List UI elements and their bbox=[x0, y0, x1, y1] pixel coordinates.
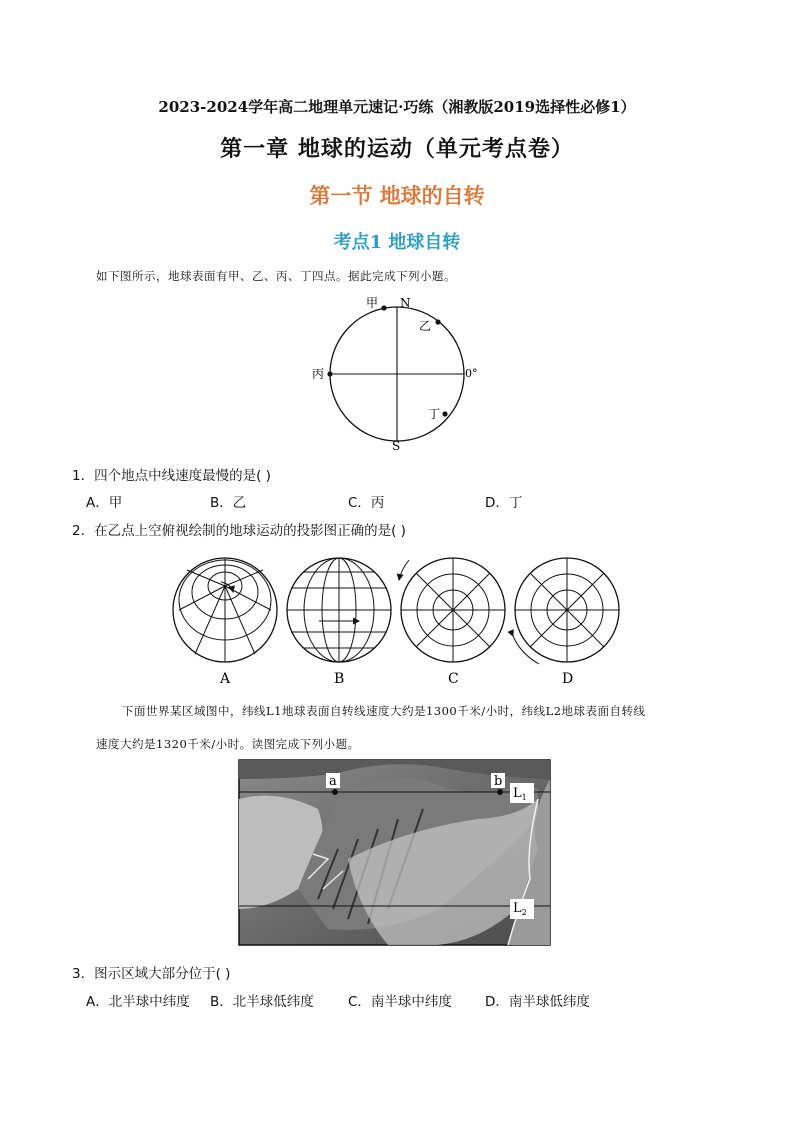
chapter-title: 第一章 地球的运动（单元考点卷） bbox=[220, 136, 574, 162]
map-label-l1: $L_1$ bbox=[513, 786, 527, 802]
point-yi bbox=[435, 319, 440, 324]
point-b bbox=[497, 789, 503, 795]
figure-label-b: B bbox=[334, 671, 345, 687]
projection-options-figure bbox=[165, 548, 625, 690]
point-jia bbox=[381, 305, 386, 310]
label-n: N bbox=[400, 296, 411, 310]
intro-text: 如下图所示，地球表面有甲、乙、丙、丁四点。据此完成下列小题。 bbox=[96, 269, 456, 283]
question-3-stem: 3．图示区域大部分位于( ) bbox=[72, 966, 231, 982]
document-subtitle: 2023-2024学年高二地理单元速记·巧练（湘教版2019选择性必修1） bbox=[158, 98, 636, 116]
label-zero-degree: 0° bbox=[465, 367, 478, 380]
topic-title: 考点1 地球自转 bbox=[333, 232, 461, 253]
point-ding bbox=[442, 411, 447, 416]
option-d-globe bbox=[513, 558, 619, 664]
point-bing bbox=[327, 371, 332, 376]
question-1-stem: 1．四个地点中线速度最慢的是( ) bbox=[72, 468, 271, 484]
option-b-globe bbox=[287, 558, 391, 662]
paragraph-line-1: 下面世界某区域图中，纬线L1地球表面自转线速度大约是1300千米/小时，纬线L2地球表面自转线 bbox=[122, 704, 646, 718]
section-title: 第一节 地球的自转 bbox=[309, 183, 485, 208]
question-2-stem: 2．在乙点上空俯视绘制的地球运动的投影图正确的是( ) bbox=[72, 523, 406, 539]
point-a bbox=[332, 789, 338, 795]
earth-points-figure bbox=[300, 290, 500, 455]
paragraph-line-2: 速度大约是1320千米/小时。读图完成下列小题。 bbox=[96, 737, 360, 751]
q3-option-d[interactable]: D．南半球低纬度 bbox=[485, 994, 590, 1010]
option-a-globe bbox=[173, 558, 277, 662]
q1-option-b[interactable]: B．乙 bbox=[210, 495, 247, 511]
map-label-l2: $L_2$ bbox=[513, 901, 527, 917]
figure-label-c: C bbox=[448, 671, 459, 687]
q1-option-d[interactable]: D．丁 bbox=[485, 495, 523, 511]
label-s: S bbox=[392, 439, 401, 453]
figure-label-a: A bbox=[220, 671, 231, 687]
map-label-a: a bbox=[329, 774, 337, 789]
q1-option-c[interactable]: C．丙 bbox=[348, 495, 385, 511]
figure-label-d: D bbox=[562, 671, 574, 687]
q3-option-a[interactable]: A．北半球中纬度 bbox=[86, 994, 190, 1010]
q3-option-c[interactable]: C．南半球中纬度 bbox=[348, 994, 452, 1010]
map-intro-paragraph bbox=[96, 695, 732, 761]
option-c-globe bbox=[399, 558, 505, 662]
q3-option-b[interactable]: B．北半球低纬度 bbox=[210, 994, 314, 1010]
map-label-b: b bbox=[494, 774, 503, 789]
regional-map-figure bbox=[238, 759, 552, 947]
label-yi: 乙 bbox=[419, 319, 432, 333]
label-jia: 甲 bbox=[366, 296, 379, 310]
q1-option-a[interactable]: A．甲 bbox=[86, 495, 123, 511]
label-bing: 丙 bbox=[312, 367, 325, 381]
label-ding: 丁 bbox=[428, 407, 441, 421]
